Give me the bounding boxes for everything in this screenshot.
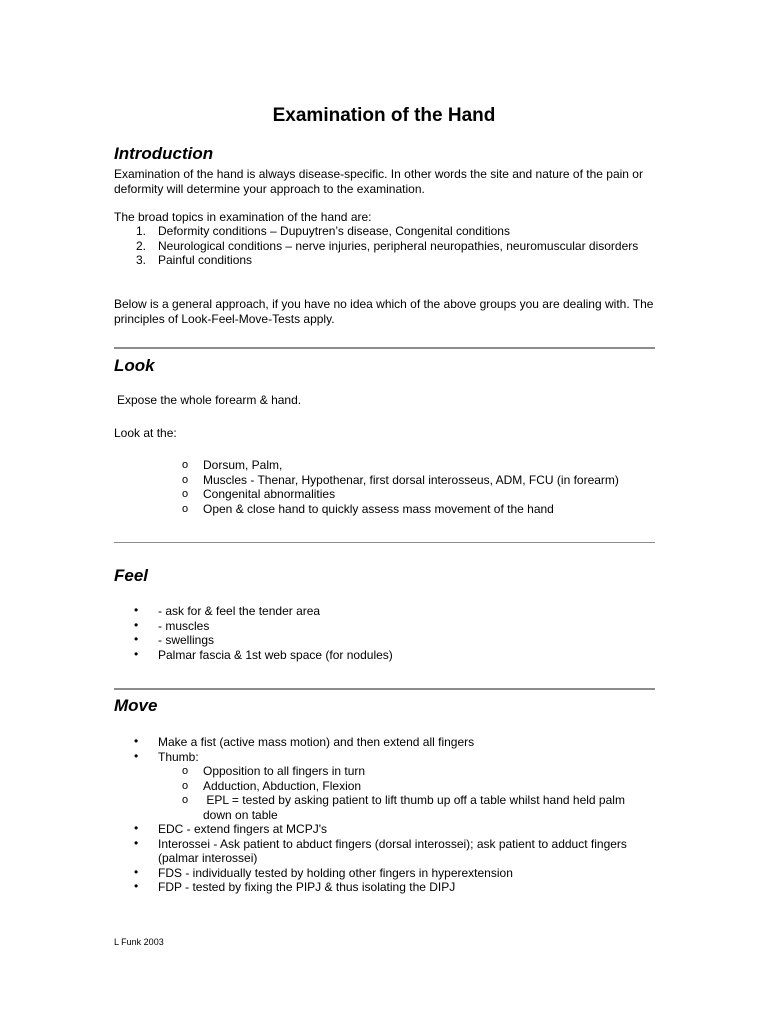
bullet-icon: • [134, 646, 139, 661]
look-list [114, 458, 654, 516]
list-item-text: Open & close hand to quickly assess mass movement of the hand [203, 501, 554, 516]
bullet-icon: • [134, 734, 139, 748]
document-title: Examination of the Hand [272, 105, 496, 126]
feel-list [114, 604, 654, 662]
list-item [114, 619, 654, 634]
list-number: 1. [136, 224, 147, 238]
list-item-text: EDC - extend fingers at MCPJ's [158, 822, 328, 836]
bullet-circle-icon: o [182, 765, 189, 777]
list-item-text: FDP - tested by fixing the PIPJ & thus isolating the DIPJ [158, 880, 456, 894]
list-item-text: EPL = tested by asking patient to lift thumb up off a table whilst hand held palm down on table [203, 793, 629, 822]
list-item-text: Make a fist (active mass motion) and then extend all fingers [158, 735, 475, 749]
section-divider [114, 542, 655, 543]
bullet-icon: • [134, 617, 139, 632]
bullet-icon: • [134, 821, 139, 835]
list-number: 3. [136, 253, 147, 267]
list-item [114, 837, 654, 866]
list-item-text: Palmar fascia & 1st web space (for nodules) [158, 647, 393, 662]
list-item [114, 648, 654, 663]
list-item [114, 224, 654, 239]
bullet-circle-icon: o [182, 459, 189, 471]
bullet-circle-icon: o [182, 794, 189, 806]
bullet-icon: • [134, 879, 139, 893]
bullet-icon: • [134, 632, 139, 646]
list-item [158, 764, 654, 779]
thumb-sublist [158, 764, 654, 822]
list-item [114, 866, 654, 881]
look-heading: Look [114, 356, 155, 375]
topics-list [114, 224, 654, 268]
bullet-icon: • [134, 748, 139, 763]
feel-heading: Feel [114, 566, 149, 585]
list-item [114, 633, 654, 648]
list-item [114, 458, 654, 473]
list-item [114, 604, 654, 619]
footer-author: L Funk 2003 [114, 937, 164, 947]
list-item [158, 793, 654, 822]
list-item [114, 487, 654, 502]
list-item [114, 239, 654, 254]
list-item-text: Painful conditions [158, 253, 253, 267]
list-item-text: Congenital abnormalities [203, 487, 336, 501]
list-item-text: Muscles - Thenar, Hypothenar, first dorsal interosseus, ADM, FCU (in forearm) [203, 472, 619, 487]
list-item [114, 502, 654, 517]
list-item-text: - muscles [158, 618, 210, 633]
list-item-text: Thumb: [158, 749, 199, 764]
list-item-text: Neurological conditions – nerve injuries, peripheral neuropathies, neuromuscular disorders [158, 238, 639, 253]
move-list [114, 735, 654, 895]
list-item [114, 750, 654, 823]
list-item [114, 253, 654, 268]
list-item-text: Adduction, Abduction, Flexion [203, 778, 362, 793]
bullet-circle-icon: o [182, 779, 189, 792]
intro-paragraph-2: The broad topics in examination of the hand are: [114, 210, 372, 224]
list-item-text: FDS - individually tested by holding other fingers in hyperextension [158, 865, 513, 880]
bullet-icon: • [134, 835, 139, 850]
list-number: 2. [136, 238, 147, 253]
list-item-text: - swellings [158, 633, 215, 647]
list-item [114, 822, 654, 837]
list-item [114, 473, 654, 488]
list-item [158, 779, 654, 794]
bullet-icon: • [134, 864, 139, 879]
look-instruction: Expose the whole forearm & hand. [117, 393, 302, 407]
intro-paragraph-1: Examination of the hand is always disease-specific. In other words the site and nature of the pain or deformity will determine your approach to the examination. [114, 167, 643, 196]
list-item-text: Dorsum, Palm, [203, 458, 283, 472]
intro-paragraph-3: Below is a general approach, if you have no idea which of the above groups you are dealing with. The principles of Look-Feel-Move-Tests apply. [114, 297, 654, 326]
introduction-heading: Introduction [114, 144, 214, 163]
list-item-text: Interossei - Ask patient to abduct fingers (dorsal interossei); ask patient to adduct fingers (palmar interossei) [158, 836, 627, 865]
bullet-circle-icon: o [182, 473, 189, 486]
bullet-circle-icon: o [182, 502, 189, 515]
list-item-text: Opposition to all fingers in turn [203, 764, 366, 778]
move-heading: Move [114, 696, 158, 715]
list-item [114, 880, 654, 895]
section-divider [114, 688, 655, 690]
section-divider [114, 347, 655, 349]
bullet-icon: • [134, 603, 139, 617]
list-item-text: Deformity conditions – Dupuytren’s disease, Congenital conditions [158, 224, 510, 238]
look-at-label: Look at the: [114, 426, 177, 440]
bullet-circle-icon: o [182, 488, 189, 500]
list-item-text: - ask for & feel the tender area [158, 604, 321, 618]
list-item [114, 735, 654, 750]
